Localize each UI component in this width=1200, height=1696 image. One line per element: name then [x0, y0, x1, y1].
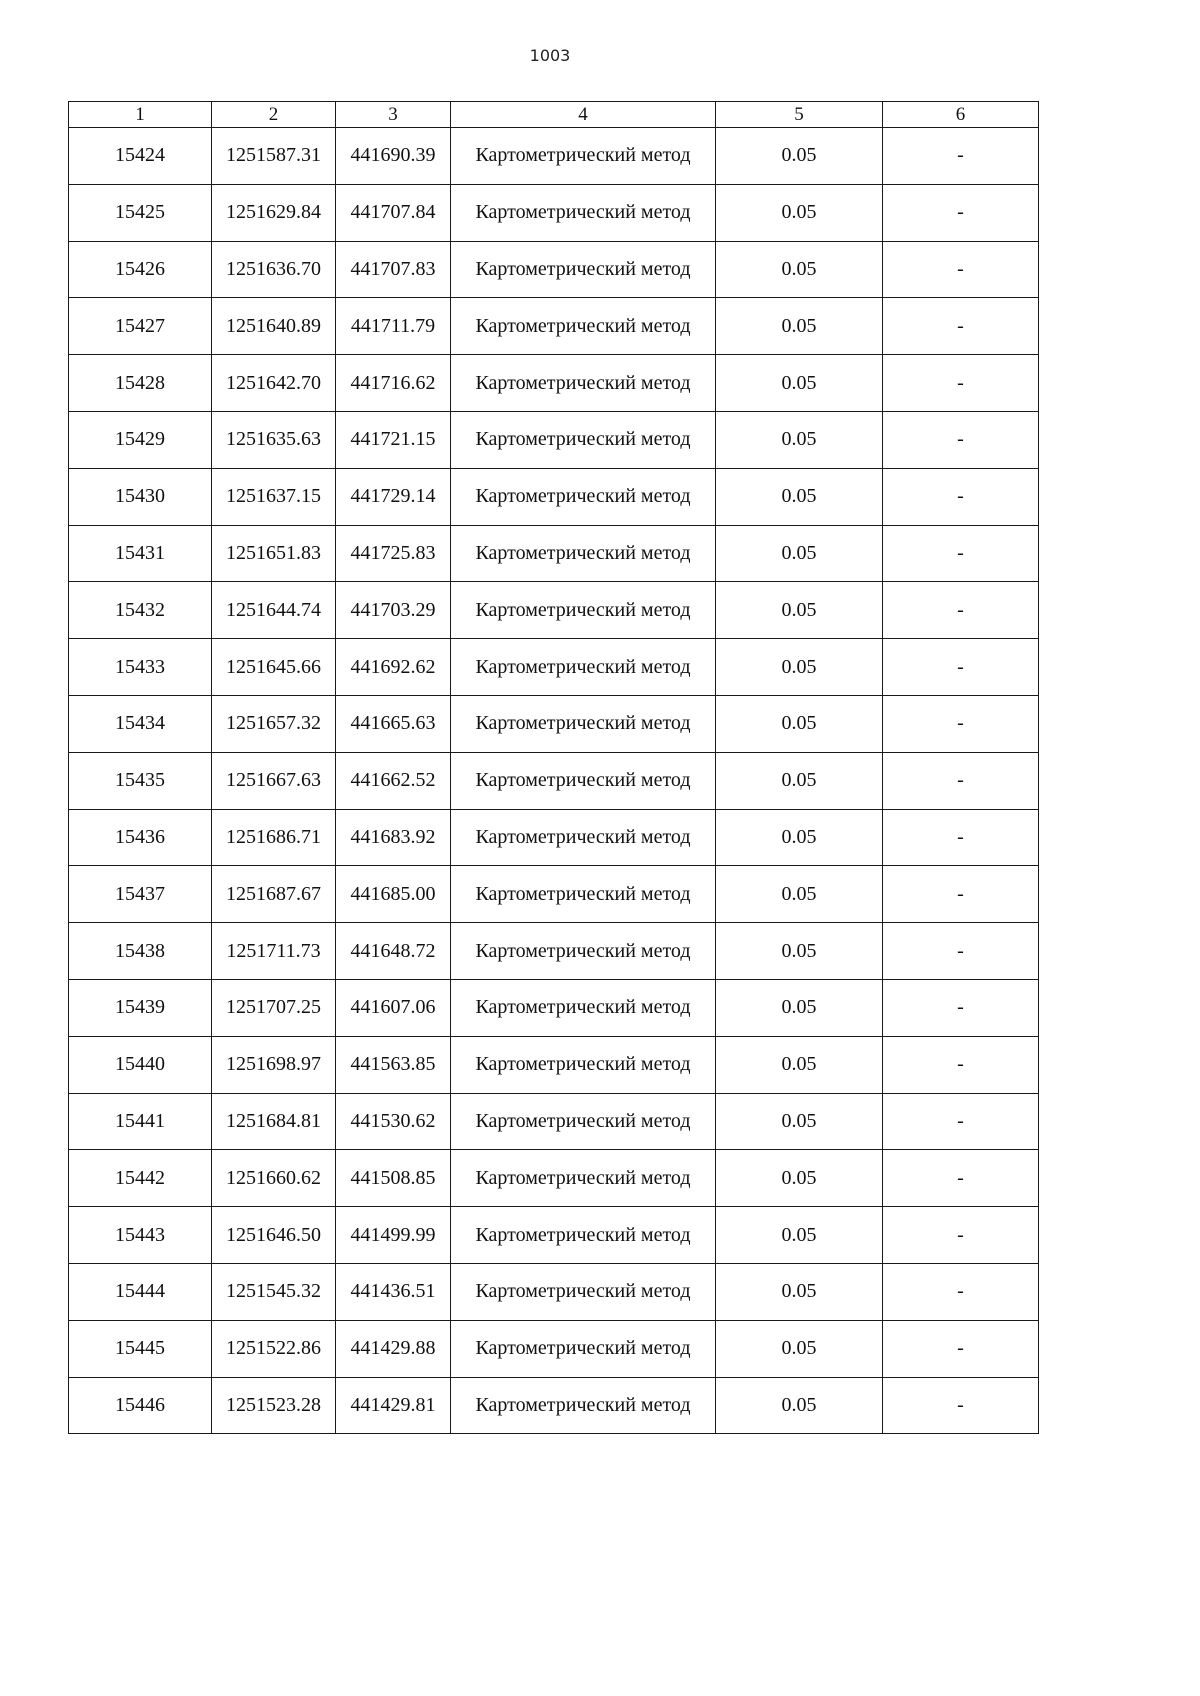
y-coordinate-cell: 441690.39 [336, 128, 451, 185]
x-coordinate-cell: 1251711.73 [212, 923, 336, 980]
note-cell: - [883, 752, 1039, 809]
coordinates-table [68, 101, 1039, 1434]
note-cell: - [883, 695, 1039, 752]
x-coordinate-cell: 1251645.66 [212, 639, 336, 696]
point-number-cell: 15433 [69, 639, 212, 696]
method-cell: Картометрический метод [451, 298, 716, 355]
accuracy-cell: 0.05 [716, 866, 883, 923]
table-row [69, 1320, 1039, 1377]
point-number-cell: 15440 [69, 1036, 212, 1093]
point-number-cell: 15427 [69, 298, 212, 355]
note-cell: - [883, 298, 1039, 355]
table-row [69, 979, 1039, 1036]
method-cell: Картометрический метод [451, 639, 716, 696]
accuracy-cell: 0.05 [716, 1320, 883, 1377]
point-number-cell: 15431 [69, 525, 212, 582]
y-coordinate-cell: 441721.15 [336, 411, 451, 468]
table-row [69, 468, 1039, 525]
y-coordinate-cell: 441729.14 [336, 468, 451, 525]
table-row [69, 128, 1039, 185]
point-number-cell: 15436 [69, 809, 212, 866]
method-cell: Картометрический метод [451, 866, 716, 923]
accuracy-cell: 0.05 [716, 1150, 883, 1207]
column-header-3: 3 [336, 102, 451, 128]
note-cell: - [883, 1320, 1039, 1377]
accuracy-cell: 0.05 [716, 639, 883, 696]
accuracy-cell: 0.05 [716, 411, 883, 468]
note-cell: - [883, 1150, 1039, 1207]
method-cell: Картометрический метод [451, 468, 716, 525]
table-row [69, 1207, 1039, 1264]
header-row [69, 102, 1039, 128]
table-header [69, 102, 1039, 128]
y-coordinate-cell: 441703.29 [336, 582, 451, 639]
accuracy-cell: 0.05 [716, 128, 883, 185]
table-row [69, 809, 1039, 866]
note-cell: - [883, 411, 1039, 468]
accuracy-cell: 0.05 [716, 1093, 883, 1150]
column-header-5: 5 [716, 102, 883, 128]
method-cell: Картометрический метод [451, 1263, 716, 1320]
method-cell: Картометрический метод [451, 695, 716, 752]
accuracy-cell: 0.05 [716, 184, 883, 241]
y-coordinate-cell: 441499.99 [336, 1207, 451, 1264]
accuracy-cell: 0.05 [716, 979, 883, 1036]
x-coordinate-cell: 1251636.70 [212, 241, 336, 298]
point-number-cell: 15435 [69, 752, 212, 809]
x-coordinate-cell: 1251629.84 [212, 184, 336, 241]
accuracy-cell: 0.05 [716, 525, 883, 582]
point-number-cell: 15426 [69, 241, 212, 298]
point-number-cell: 15446 [69, 1377, 212, 1434]
x-coordinate-cell: 1251644.74 [212, 582, 336, 639]
y-coordinate-cell: 441716.62 [336, 355, 451, 412]
method-cell: Картометрический метод [451, 923, 716, 980]
point-number-cell: 15438 [69, 923, 212, 980]
method-cell: Картометрический метод [451, 1377, 716, 1434]
note-cell: - [883, 639, 1039, 696]
method-cell: Картометрический метод [451, 1207, 716, 1264]
note-cell: - [883, 525, 1039, 582]
x-coordinate-cell: 1251635.63 [212, 411, 336, 468]
y-coordinate-cell: 441429.81 [336, 1377, 451, 1434]
accuracy-cell: 0.05 [716, 355, 883, 412]
table-row [69, 298, 1039, 355]
table-row [69, 582, 1039, 639]
x-coordinate-cell: 1251698.97 [212, 1036, 336, 1093]
table-row [69, 1093, 1039, 1150]
y-coordinate-cell: 441530.62 [336, 1093, 451, 1150]
method-cell: Картометрический метод [451, 809, 716, 866]
y-coordinate-cell: 441429.88 [336, 1320, 451, 1377]
method-cell: Картометрический метод [451, 184, 716, 241]
note-cell: - [883, 1377, 1039, 1434]
table-row [69, 411, 1039, 468]
note-cell: - [883, 979, 1039, 1036]
x-coordinate-cell: 1251642.70 [212, 355, 336, 412]
method-cell: Картометрический метод [451, 525, 716, 582]
note-cell: - [883, 184, 1039, 241]
accuracy-cell: 0.05 [716, 809, 883, 866]
x-coordinate-cell: 1251587.31 [212, 128, 336, 185]
y-coordinate-cell: 441707.84 [336, 184, 451, 241]
table-row [69, 1263, 1039, 1320]
point-number-cell: 15442 [69, 1150, 212, 1207]
table-row [69, 752, 1039, 809]
accuracy-cell: 0.05 [716, 1036, 883, 1093]
point-number-cell: 15445 [69, 1320, 212, 1377]
accuracy-cell: 0.05 [716, 241, 883, 298]
method-cell: Картометрический метод [451, 979, 716, 1036]
y-coordinate-cell: 441648.72 [336, 923, 451, 980]
accuracy-cell: 0.05 [716, 923, 883, 980]
table-row [69, 923, 1039, 980]
table-row [69, 695, 1039, 752]
method-cell: Картометрический метод [451, 1036, 716, 1093]
note-cell: - [883, 468, 1039, 525]
page-number: 1003 [529, 46, 571, 65]
note-cell: - [883, 582, 1039, 639]
x-coordinate-cell: 1251686.71 [212, 809, 336, 866]
method-cell: Картометрический метод [451, 752, 716, 809]
note-cell: - [883, 1093, 1039, 1150]
point-number-cell: 15443 [69, 1207, 212, 1264]
table-row [69, 1150, 1039, 1207]
x-coordinate-cell: 1251687.67 [212, 866, 336, 923]
method-cell: Картометрический метод [451, 128, 716, 185]
y-coordinate-cell: 441692.62 [336, 639, 451, 696]
x-coordinate-cell: 1251684.81 [212, 1093, 336, 1150]
point-number-cell: 15439 [69, 979, 212, 1036]
x-coordinate-cell: 1251667.63 [212, 752, 336, 809]
y-coordinate-cell: 441685.00 [336, 866, 451, 923]
y-coordinate-cell: 441665.63 [336, 695, 451, 752]
x-coordinate-cell: 1251637.15 [212, 468, 336, 525]
x-coordinate-cell: 1251640.89 [212, 298, 336, 355]
note-cell: - [883, 866, 1039, 923]
point-number-cell: 15424 [69, 128, 212, 185]
accuracy-cell: 0.05 [716, 298, 883, 355]
method-cell: Картометрический метод [451, 1093, 716, 1150]
point-number-cell: 15437 [69, 866, 212, 923]
point-number-cell: 15429 [69, 411, 212, 468]
column-header-6: 6 [883, 102, 1039, 128]
y-coordinate-cell: 441607.06 [336, 979, 451, 1036]
note-cell: - [883, 923, 1039, 980]
x-coordinate-cell: 1251651.83 [212, 525, 336, 582]
point-number-cell: 15432 [69, 582, 212, 639]
x-coordinate-cell: 1251660.62 [212, 1150, 336, 1207]
y-coordinate-cell: 441725.83 [336, 525, 451, 582]
note-cell: - [883, 1263, 1039, 1320]
y-coordinate-cell: 441711.79 [336, 298, 451, 355]
table-body [69, 128, 1039, 1434]
column-header-4: 4 [451, 102, 716, 128]
point-number-cell: 15434 [69, 695, 212, 752]
note-cell: - [883, 809, 1039, 866]
y-coordinate-cell: 441563.85 [336, 1036, 451, 1093]
y-coordinate-cell: 441662.52 [336, 752, 451, 809]
point-number-cell: 15441 [69, 1093, 212, 1150]
y-coordinate-cell: 441683.92 [336, 809, 451, 866]
accuracy-cell: 0.05 [716, 582, 883, 639]
method-cell: Картометрический метод [451, 1320, 716, 1377]
accuracy-cell: 0.05 [716, 752, 883, 809]
note-cell: - [883, 1036, 1039, 1093]
table-row [69, 1377, 1039, 1434]
table-row [69, 866, 1039, 923]
x-coordinate-cell: 1251646.50 [212, 1207, 336, 1264]
y-coordinate-cell: 441436.51 [336, 1263, 451, 1320]
note-cell: - [883, 241, 1039, 298]
y-coordinate-cell: 441707.83 [336, 241, 451, 298]
point-number-cell: 15444 [69, 1263, 212, 1320]
note-cell: - [883, 128, 1039, 185]
accuracy-cell: 0.05 [716, 468, 883, 525]
point-number-cell: 15428 [69, 355, 212, 412]
accuracy-cell: 0.05 [716, 1263, 883, 1320]
point-number-cell: 15430 [69, 468, 212, 525]
x-coordinate-cell: 1251707.25 [212, 979, 336, 1036]
table-row [69, 639, 1039, 696]
method-cell: Картометрический метод [451, 355, 716, 412]
table-row [69, 1036, 1039, 1093]
table-row [69, 355, 1039, 412]
note-cell: - [883, 1207, 1039, 1264]
x-coordinate-cell: 1251522.86 [212, 1320, 336, 1377]
method-cell: Картометрический метод [451, 241, 716, 298]
method-cell: Картометрический метод [451, 1150, 716, 1207]
table-row [69, 525, 1039, 582]
accuracy-cell: 0.05 [716, 1377, 883, 1434]
method-cell: Картометрический метод [451, 582, 716, 639]
accuracy-cell: 0.05 [716, 1207, 883, 1264]
column-header-1: 1 [69, 102, 212, 128]
y-coordinate-cell: 441508.85 [336, 1150, 451, 1207]
table-row [69, 241, 1039, 298]
note-cell: - [883, 355, 1039, 412]
x-coordinate-cell: 1251545.32 [212, 1263, 336, 1320]
x-coordinate-cell: 1251657.32 [212, 695, 336, 752]
method-cell: Картометрический метод [451, 411, 716, 468]
point-number-cell: 15425 [69, 184, 212, 241]
x-coordinate-cell: 1251523.28 [212, 1377, 336, 1434]
column-header-2: 2 [212, 102, 336, 128]
table-row [69, 184, 1039, 241]
accuracy-cell: 0.05 [716, 695, 883, 752]
